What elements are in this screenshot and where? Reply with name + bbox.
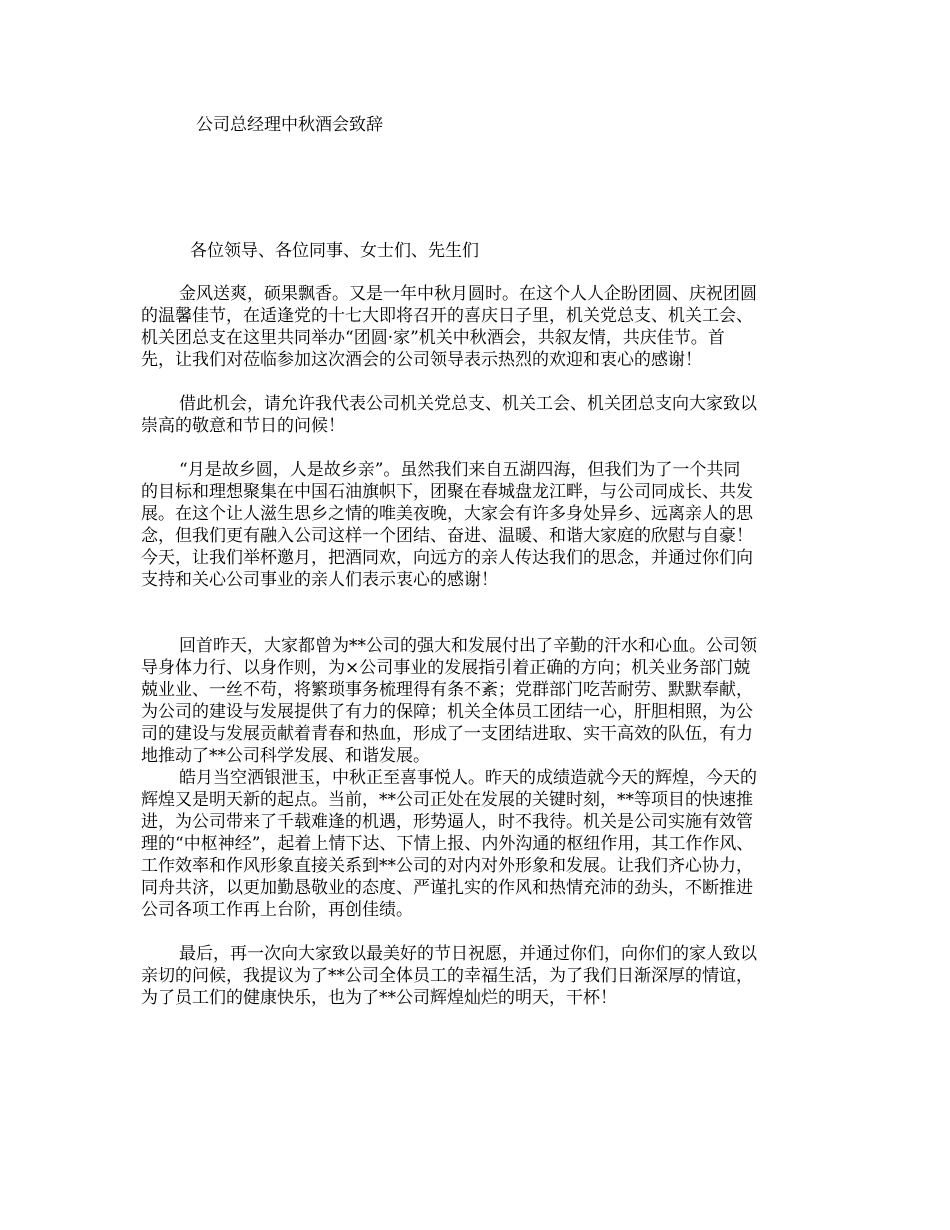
paragraph-line: 的温馨佳节，在适逢党的十七大即将召开的喜庆日子里，机关党总支、机关工会、 <box>141 306 753 326</box>
paragraph-line: 同舟共济，以更加勤恳敬业的态度、严谨扎实的作风和热情充沛的劲头，不断推进 <box>141 878 753 898</box>
paragraph-line: 进，为公司带来了千载难逢的机遇，形势逼人，时不我待。机关是公司实施有效管 <box>141 812 753 832</box>
paragraph-line: 工作效率和作风形象直接关系到**公司的对内对外形象和发展。让我们齐心协力， <box>141 856 753 876</box>
paragraph-line: 先，让我们对莅临参加这次酒会的公司领导表示热烈的欢迎和衷心的感谢！ <box>141 350 702 370</box>
paragraph-toast <box>141 943 821 1009</box>
paragraph-line: 公司各项工作再上台阶，再创佳绩。 <box>141 900 413 920</box>
paragraph-hometown <box>141 459 821 591</box>
paragraph-line: 皓月当空洒银泄玉，中秋正至喜事悦人。昨天的成绩造就今天的辉煌，今天的 <box>179 768 757 788</box>
paragraph-line: 回首昨天，大家都曾为**公司的强大和发展付出了辛勤的汗水和心血。公司领 <box>179 636 757 656</box>
paragraph-line: 辉煌又是明天新的起点。当前，**公司正处在发展的关键时刻，**等项目的快速推 <box>141 790 753 810</box>
paragraph-line: 为了员工们的健康快乐，也为了**公司辉煌灿烂的明天，干杯！ <box>141 988 617 1008</box>
paragraph-line: 地推动了**公司科学发展、和谐发展。 <box>141 746 430 766</box>
paragraph-line: 今天，让我们举杯邀月，把酒同欢，向远方的亲人传达我们的思念，并通过你们向 <box>141 548 753 568</box>
paragraph-line: 借此机会，请允许我代表公司机关党总支、机关工会、机关团总支向大家致以 <box>179 394 757 414</box>
paragraph-greetings <box>141 393 821 437</box>
paragraph-line: 最后，再一次向大家致以最美好的节日祝愿，并通过你们，向你们的家人致以 <box>179 944 757 964</box>
paragraph-line: 兢业业、一丝不苟，将繁琐事务梳理得有条不紊；党群部门吃苦耐劳、默默奉献， <box>141 680 753 700</box>
salutation: 各位领导、各位同事、女士们、先生们 <box>190 241 479 261</box>
document-title: 公司总经理中秋酒会致辞 <box>196 115 383 135</box>
paragraph-line: 崇高的敬意和节日的问候！ <box>141 416 345 436</box>
paragraph-line: 机关团总支在这里共同举办“团圆·家”机关中秋酒会，共叙友情，共庆佳节。首 <box>141 328 725 348</box>
paragraph-line: 为公司的建设与发展提供了有力的保障；机关全体员工团结一心，肝胆相照，为公 <box>141 702 753 722</box>
paragraph-line: 的目标和理想聚集在中国石油旗帜下，团聚在春城盘龙江畔，与公司同成长、共发 <box>141 482 753 502</box>
paragraph-line: 理的“中枢神经”，起着上情下达、下情上报、内外沟通的枢纽作用，其工作作风、 <box>141 834 754 854</box>
paragraph-welcome <box>141 283 821 371</box>
paragraph-line: 司的建设与发展贡献着青春和热血，形成了一支团结进取、实干高效的队伍，有力 <box>141 724 753 744</box>
paragraph-line: “月是故乡圆，人是故乡亲”。虽然我们来自五湖四海，但我们为了一个共同 <box>179 460 741 480</box>
paragraph-review <box>141 635 821 767</box>
paragraph-line: 亲切的问候，我提议为了**公司全体员工的幸福生活，为了我们日渐深厚的情谊， <box>141 966 753 986</box>
paragraph-line: 展。在这个让人滋生思乡之情的唯美夜晚，大家会有许多身处异乡、远离亲人的思 <box>141 504 753 524</box>
paragraph-line: 导身体力行、以身作则，为×公司事业的发展指引着正确的方向；机关业务部门兢 <box>141 658 751 678</box>
paragraph-line: 金风送爽，硕果飘香。又是一年中秋月圆时。在这个人人企盼团圆、庆祝团圆 <box>179 284 757 304</box>
paragraph-outlook <box>141 767 821 921</box>
paragraph-line: 念，但我们更有融入公司这样一个团结、奋进、温暖、和谐大家庭的欣慰与自豪！ <box>141 526 753 546</box>
paragraph-line: 支持和关心公司事业的亲人们表示衷心的感谢！ <box>141 570 498 590</box>
